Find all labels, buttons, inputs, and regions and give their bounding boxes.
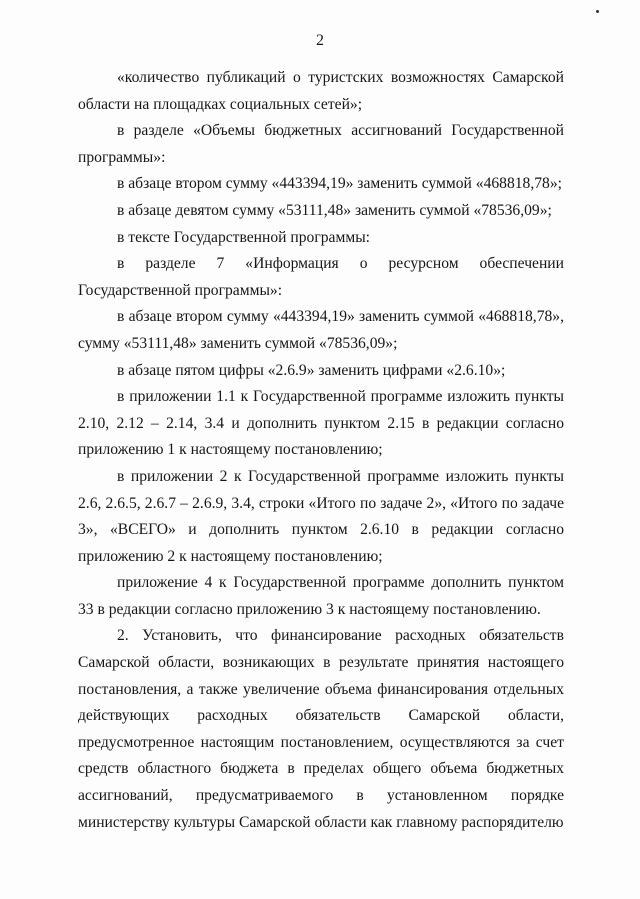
paragraph-budget-section: в разделе «Объемы бюджетных ассигнований Государственной программы»:	[78, 122, 564, 166]
scan-speck	[596, 10, 599, 13]
page-number: 2	[316, 32, 324, 49]
paragraph-financing-clause: 2. Установить, что финансирование расходных обязательств Самарской области, возникающих в результате принятия настоящего постановления, а также увеличение объема финансирования отдельных действующих расходных обязательств Самарской области, предусмотренное настоящим постановлением, осуществляются за счет средств областного бюджета в пределах общего объема бюджетных ассигнований, предусматриваемого в установленном порядке министерству культуры Самарской области как главному распорядителю	[78, 627, 564, 831]
paragraph-section-7: в разделе 7 «Информация о ресурсном обеспечении Государственной программы»:	[78, 255, 564, 299]
document-body	[78, 65, 564, 836]
paragraph-second-clause-sum: в абзаце втором сумму «443394,19» заменить суммой «468818,78»;	[117, 175, 562, 193]
paragraph-program-text: в тексте Государственной программы:	[117, 228, 371, 246]
paragraph-section-7-sums: в абзаце втором сумму «443394,19» заменить суммой «468818,78», сумму «53111,48» заменить суммой «78536,09»;	[78, 308, 564, 352]
paragraph-ninth-clause-sum: в абзаце девятом сумму «53111,48» заменить суммой «78536,09»;	[117, 201, 552, 219]
paragraph-fifth-clause-digits: в абзаце пятом цифры «2.6.9» заменить цифрами «2.6.10»;	[117, 361, 506, 379]
paragraph-appendix-1-1: в приложении 1.1 к Государственной программе изложить пункты 2.10, 2.12 – 2.14, 3.4 и дополнить пунктом 2.15 в редакции согласно приложению 1 к настоящему постановлению;	[78, 388, 564, 459]
paragraph-publications-indicator: «количество публикаций о туристских возможностях Самарской области на площадках социальных сетей»;	[78, 69, 564, 113]
paragraph-appendix-4: приложение 4 к Государственной программе дополнить пунктом 33 в редакции согласно приложению 3 к настоящему постановлению.	[78, 574, 564, 618]
paragraph-appendix-2: в приложении 2 к Государственной программе изложить пункты 2.6, 2.6.5, 2.6.7 – 2.6.9, 3.4, строки «Итого по задаче 2», «Итого по задаче 3», «ВСЕГО» и дополнить пунктом 2.6.10 в редакции согласно приложению 2 к настоящему постановлению;	[78, 467, 564, 565]
